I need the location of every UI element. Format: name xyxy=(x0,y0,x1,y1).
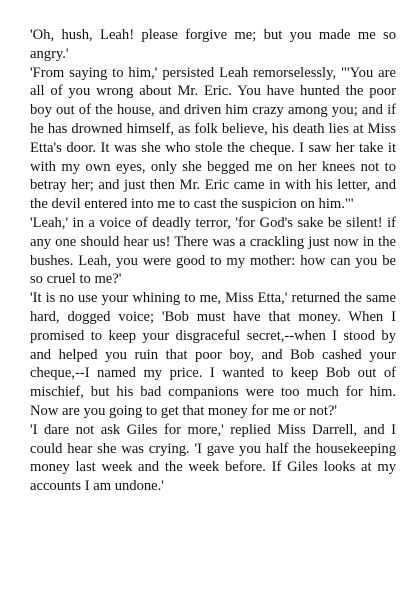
book-page-text xyxy=(30,26,396,496)
paragraph: 'Oh, hush, Leah! please forgive me; but you made me so angry.' xyxy=(30,27,396,62)
paragraph: 'Leah,' in a voice of deadly terror, 'for God's sake be silent! if any one should hear us! There was a crackling just now in the bushes. Leah, you were good to my mother: how can you be so cruel to me?' xyxy=(30,214,396,288)
paragraph: 'From saying to him,' persisted Leah remorselessly, "'You are all of you wrong about Mr. Eric. You have hunted the poor boy out of the house, and driven him crazy among you; and if he has drowned himself, as folk believe, his death lies at Miss Etta's door. It was she who stole the cheque. I saw her take it with my own eyes, only she begged me on her knees not to betray her; and just then Mr. Eric came in with his letter, and the devil entered into me to cast the suspicion on him."' xyxy=(30,64,396,213)
paragraph: 'I dare not ask Giles for more,' replied Miss Darrell, and I could hear she was crying. 'I gave you half the housekeeping money last week and the week before. If Giles looks at my accounts I am undone.' xyxy=(30,421,396,495)
paragraph: 'It is no use your whining to me, Miss Etta,' returned the same hard, dogged voice; 'Bob must have that money. When I promised to keep your disgraceful secret,--when I stood by and helped you ruin that poor boy, and Bob cashed your cheque,--I named my price. I wanted to keep Bob out of mischief, but his bad companions were too much for him. Now are you going to get that money for me or not?' xyxy=(30,290,396,419)
